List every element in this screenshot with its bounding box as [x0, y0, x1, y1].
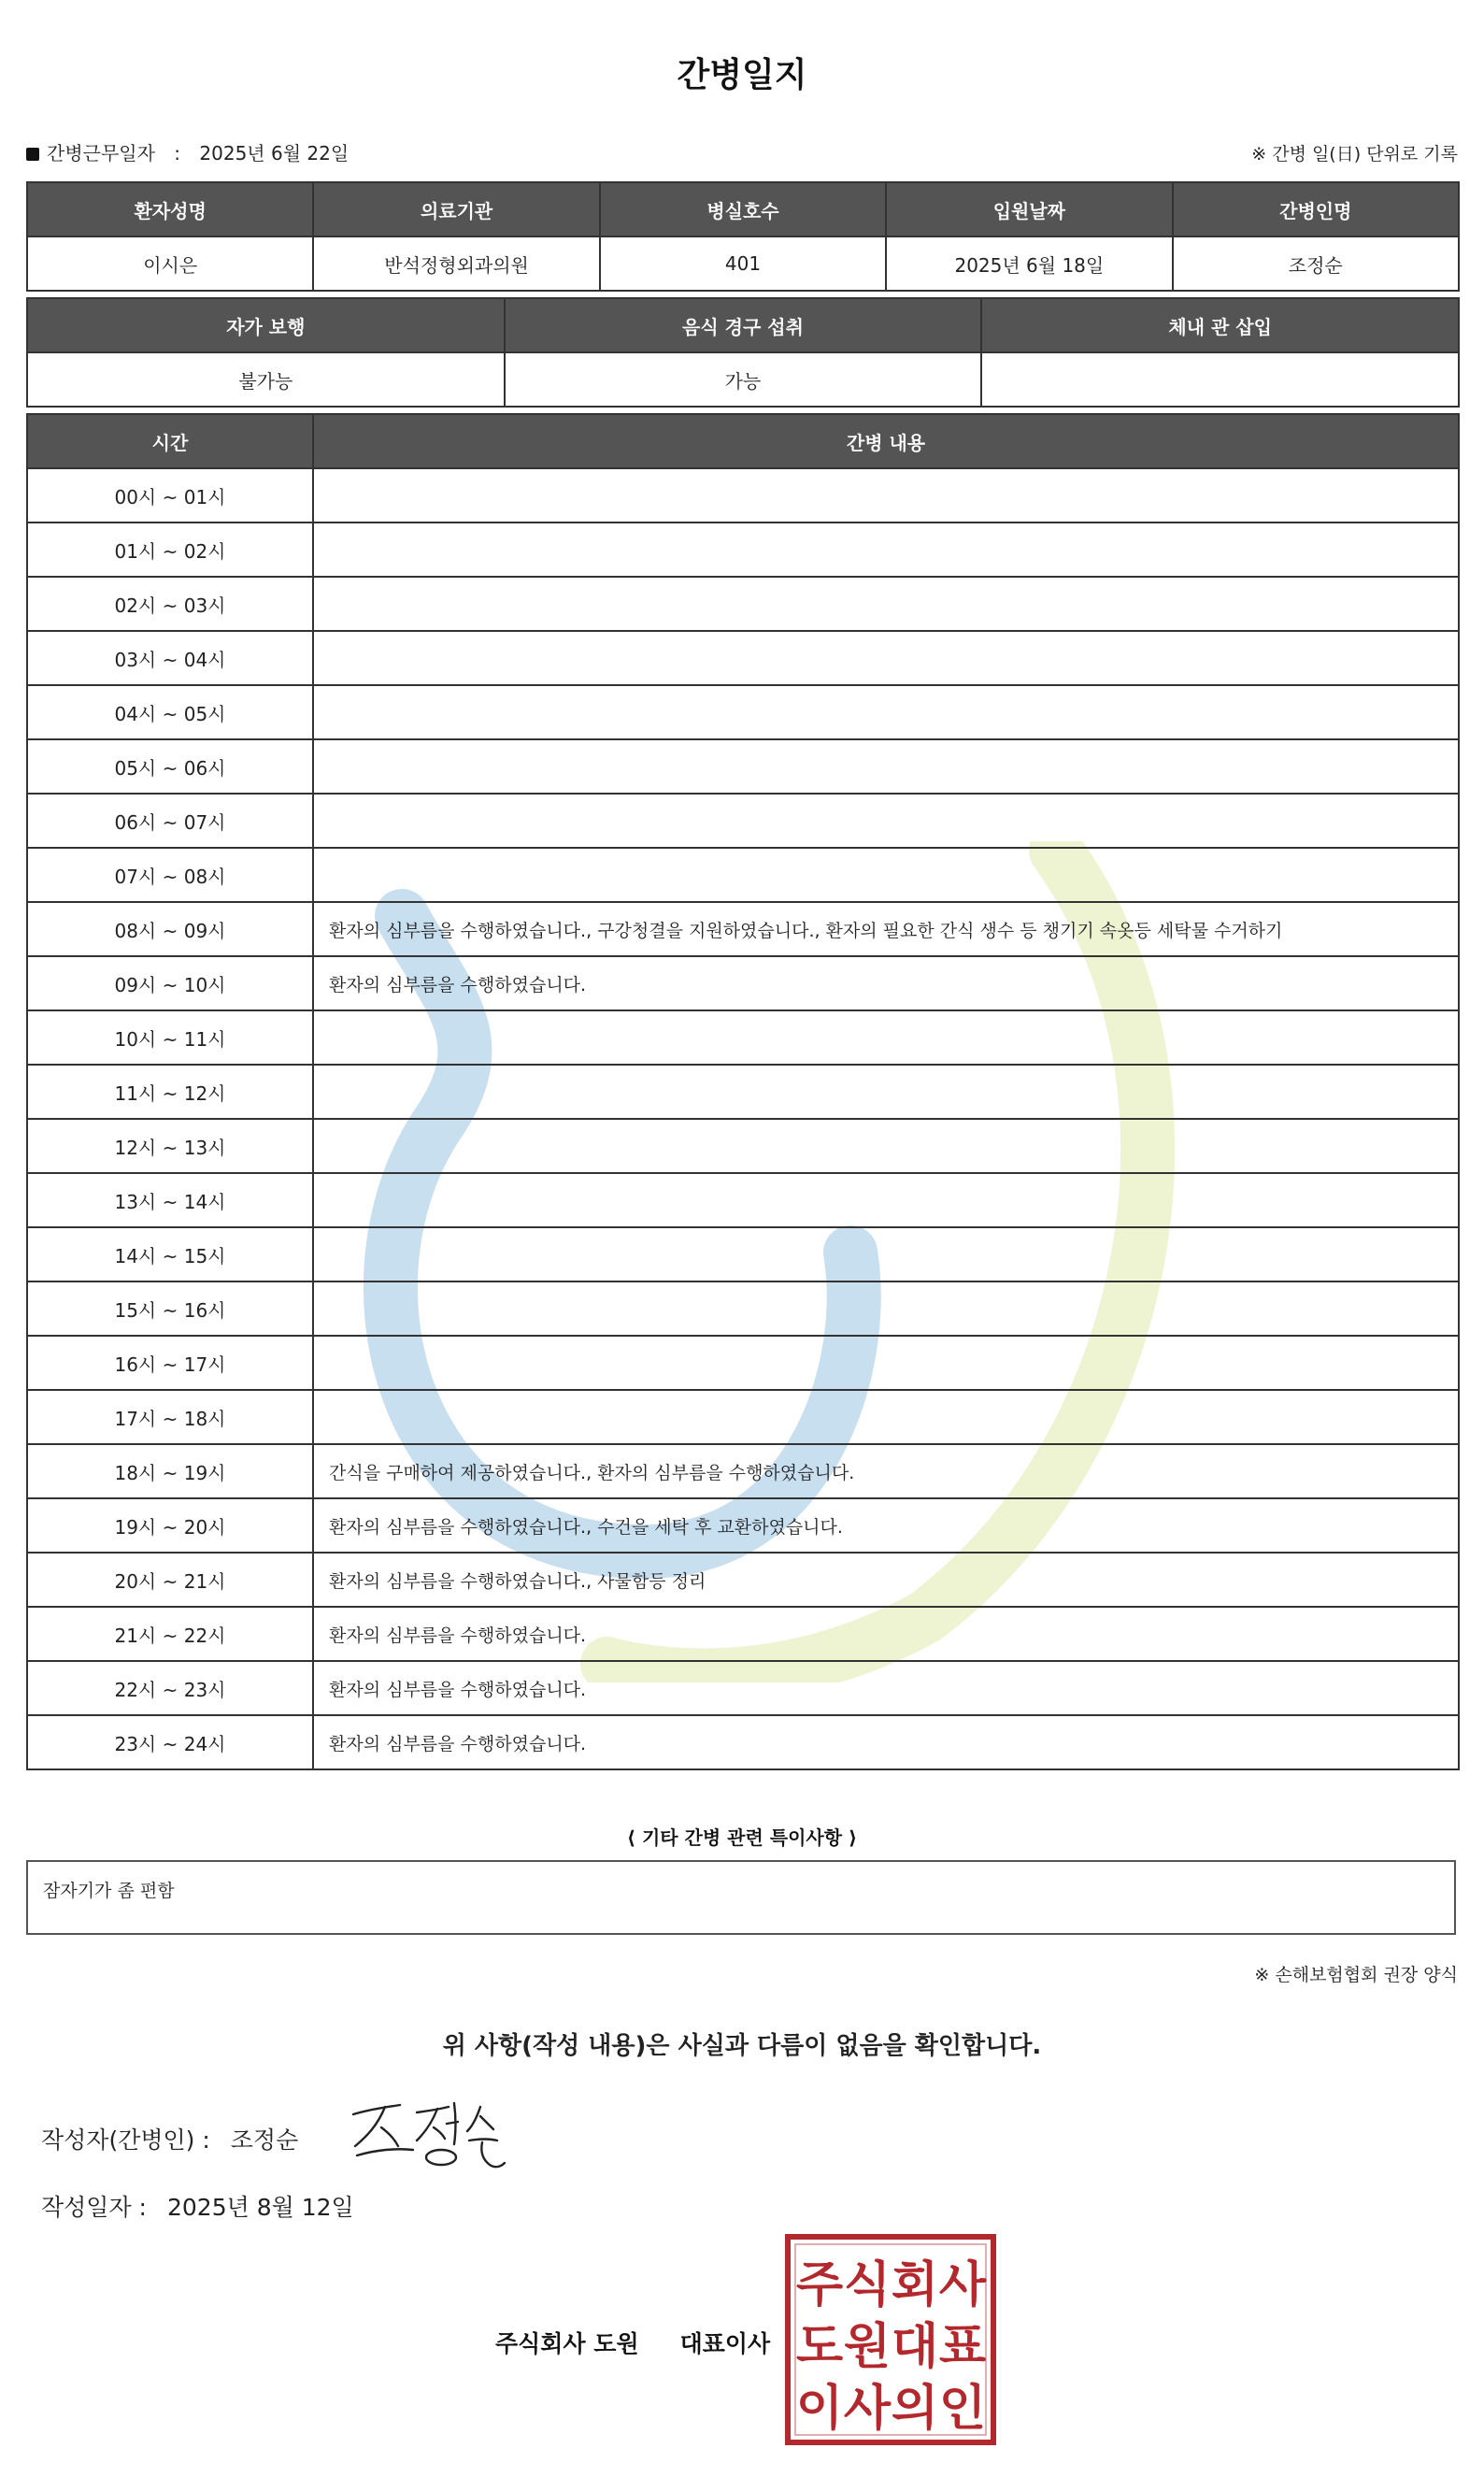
- care-time-cell: 12시 ~ 13시: [27, 1119, 313, 1173]
- special-notes-box: [26, 1860, 1456, 1935]
- patient-status-table: [26, 297, 1460, 408]
- care-time-cell: 13시 ~ 14시: [27, 1173, 313, 1227]
- care-content-cell: [313, 468, 1459, 523]
- care-log-row: [27, 523, 1459, 577]
- header-patient-name: 환자성명: [27, 182, 313, 236]
- caregiver-name: 조정순: [1173, 236, 1459, 291]
- care-content-cell: 환자의 심부름을 수행하였습니다.: [313, 1715, 1459, 1769]
- daily-record-note: ※ 간병 일(日) 단위로 기록: [1251, 144, 1458, 165]
- care-content-cell: [313, 631, 1459, 685]
- care-log-row: [27, 1336, 1459, 1390]
- care-content-cell: 간식을 구매하여 제공하였습니다., 환자의 심부름을 수행하였습니다.: [313, 1444, 1459, 1498]
- care-time-cell: 23시 ~ 24시: [27, 1715, 313, 1769]
- hospital-name: 반석정형외과의원: [313, 236, 599, 291]
- care-content-cell: [313, 577, 1459, 631]
- care-time-cell: 14시 ~ 15시: [27, 1227, 313, 1281]
- company-ceo-title: 대표이사: [679, 2330, 771, 2357]
- header-self-walking: 자가 보행: [27, 298, 505, 352]
- care-time-cell: 03시 ~ 04시: [27, 631, 313, 685]
- care-content-cell: 환자의 심부름을 수행하였습니다., 수건을 세탁 후 교환하였습니다.: [313, 1498, 1459, 1553]
- work-date: [26, 138, 349, 165]
- care-content-cell: 환자의 심부름을 수행하였습니다., 사물함등 정리: [313, 1553, 1459, 1607]
- patient-header-row: [27, 182, 1459, 236]
- care-content-cell: [313, 794, 1459, 848]
- care-content-cell: [313, 1010, 1459, 1065]
- care-time-cell: 19시 ~ 20시: [27, 1498, 313, 1553]
- header-caregiver-name: 간병인명: [1173, 182, 1459, 236]
- care-time-cell: 00시 ~ 01시: [27, 468, 313, 523]
- care-log-row: [27, 1444, 1459, 1498]
- care-content-cell: [313, 739, 1459, 794]
- confirmation-statement: 위 사항(작성 내용)은 사실과 다름이 없음을 확인합니다.: [442, 2032, 1042, 2060]
- care-log-row: [27, 1227, 1459, 1281]
- care-time-cell: 09시 ~ 10시: [27, 956, 313, 1010]
- care-time-cell: 05시 ~ 06시: [27, 739, 313, 794]
- seal-character: 식: [843, 2257, 892, 2313]
- work-date-label: 간병근무일자: [47, 142, 155, 165]
- written-date-value: 2025년 8월 12일: [166, 2194, 354, 2221]
- company-seal-stamp: [785, 2234, 996, 2445]
- header-care-content: 간병 내용: [313, 414, 1459, 468]
- care-content-cell: [313, 523, 1459, 577]
- care-log-row: [27, 631, 1459, 685]
- care-time-cell: 11시 ~ 12시: [27, 1065, 313, 1119]
- care-time-cell: 18시 ~ 19시: [27, 1444, 313, 1498]
- self-walking-value: 불가능: [27, 352, 505, 407]
- writer-name: 조정순: [230, 2126, 299, 2154]
- care-log-row: [27, 1498, 1459, 1553]
- care-time-cell: 10시 ~ 11시: [27, 1010, 313, 1065]
- written-date-label: 작성일자 :: [41, 2194, 147, 2221]
- special-notes-content: 잠자기가 좀 편함: [43, 1881, 175, 1901]
- seal-character: 원: [843, 2319, 892, 2375]
- status-value-row: [27, 352, 1459, 407]
- care-content-cell: 환자의 심부름을 수행하였습니다.: [313, 1661, 1459, 1715]
- care-log-row: [27, 1281, 1459, 1336]
- care-time-cell: 06시 ~ 07시: [27, 794, 313, 848]
- care-header-row: [27, 414, 1459, 468]
- care-log-row: [27, 1173, 1459, 1227]
- handwritten-signature: [344, 2094, 512, 2178]
- seal-character: 이: [795, 2381, 844, 2437]
- care-time-cell: 01시 ~ 02시: [27, 523, 313, 577]
- care-content-cell: [313, 1227, 1459, 1281]
- header-room: 병실호수: [600, 182, 886, 236]
- seal-character: 회: [891, 2257, 939, 2313]
- tube-insertion-value: [981, 352, 1459, 407]
- care-log-row: [27, 577, 1459, 631]
- care-log-row: [27, 1553, 1459, 1607]
- care-log-row: [27, 1065, 1459, 1119]
- header-time: 시간: [27, 414, 313, 468]
- care-content-cell: 환자의 심부름을 수행하였습니다., 구강청결을 지원하였습니다., 환자의 필요한 간식 생수 등 챙기기 속옷등 세탁물 수거하기: [313, 902, 1459, 956]
- care-time-cell: 20시 ~ 21시: [27, 1553, 313, 1607]
- patient-info-table: [26, 181, 1460, 292]
- care-time-cell: 22시 ~ 23시: [27, 1661, 313, 1715]
- header-admission-date: 입원날짜: [886, 182, 1172, 236]
- care-content-cell: 환자의 심부름을 수행하였습니다.: [313, 1607, 1459, 1661]
- bullet-square-icon: [26, 148, 39, 161]
- patient-value-row: [27, 236, 1459, 291]
- care-log-row: [27, 848, 1459, 902]
- care-time-cell: 17시 ~ 18시: [27, 1390, 313, 1444]
- care-log-row: [27, 739, 1459, 794]
- care-time-cell: 02시 ~ 03시: [27, 577, 313, 631]
- room-number: 401: [600, 236, 886, 291]
- care-log-row: [27, 1715, 1459, 1769]
- written-date-line: [41, 2189, 354, 2223]
- form-source-note: ※ 손해보험협회 권장 양식: [1254, 1965, 1458, 1985]
- care-content-cell: 환자의 심부름을 수행하였습니다.: [313, 956, 1459, 1010]
- seal-character: 표: [938, 2319, 987, 2375]
- care-log-row: [27, 1010, 1459, 1065]
- writer-line: [41, 2122, 298, 2155]
- care-content-cell: [313, 1281, 1459, 1336]
- seal-character: 사: [843, 2381, 892, 2437]
- seal-character: 의: [891, 2381, 939, 2437]
- writer-label: 작성자(간병인) :: [41, 2126, 210, 2154]
- header-oral-intake: 음식 경구 섭취: [505, 298, 982, 352]
- care-log-row: [27, 468, 1459, 523]
- care-time-cell: 16시 ~ 17시: [27, 1336, 313, 1390]
- care-log-row: [27, 1607, 1459, 1661]
- care-time-cell: 08시 ~ 09시: [27, 902, 313, 956]
- care-content-cell: [313, 1173, 1459, 1227]
- special-notes-title: ⟨ 기타 간병 관련 특이사항 ⟩: [626, 1826, 858, 1849]
- company-name: 주식회사 도원: [495, 2330, 639, 2357]
- care-log-row: [27, 1661, 1459, 1715]
- seal-character: 주: [795, 2257, 844, 2313]
- care-log-row: [27, 956, 1459, 1010]
- header-tube-insertion: 체내 관 삽입: [981, 298, 1459, 352]
- seal-character: 인: [938, 2381, 987, 2437]
- care-log-table: [26, 413, 1460, 1770]
- care-log-row: [27, 1390, 1459, 1444]
- care-time-cell: 07시 ~ 08시: [27, 848, 313, 902]
- care-log-row: [27, 794, 1459, 848]
- company-line: [495, 2326, 770, 2359]
- care-log-row: [27, 902, 1459, 956]
- care-content-cell: [313, 685, 1459, 739]
- seal-character: 사: [938, 2257, 987, 2313]
- care-time-cell: 15시 ~ 16시: [27, 1281, 313, 1336]
- care-log-row: [27, 685, 1459, 739]
- care-log-row: [27, 1119, 1459, 1173]
- care-content-cell: [313, 1336, 1459, 1390]
- patient-name: 이시은: [27, 236, 313, 291]
- care-content-cell: [313, 848, 1459, 902]
- care-time-cell: 04시 ~ 05시: [27, 685, 313, 739]
- status-header-row: [27, 298, 1459, 352]
- oral-intake-value: 가능: [505, 352, 982, 407]
- work-date-value: 2025년 6월 22일: [199, 142, 350, 165]
- care-time-cell: 21시 ~ 22시: [27, 1607, 313, 1661]
- work-date-separator: :: [174, 142, 181, 165]
- page-title: 간병일지: [677, 56, 807, 94]
- care-content-cell: [313, 1119, 1459, 1173]
- seal-character: 도: [795, 2319, 844, 2375]
- care-content-cell: [313, 1390, 1459, 1444]
- seal-character: 대: [891, 2319, 939, 2375]
- admission-date: 2025년 6월 18일: [886, 236, 1172, 291]
- care-content-cell: [313, 1065, 1459, 1119]
- header-hospital: 의료기관: [313, 182, 599, 236]
